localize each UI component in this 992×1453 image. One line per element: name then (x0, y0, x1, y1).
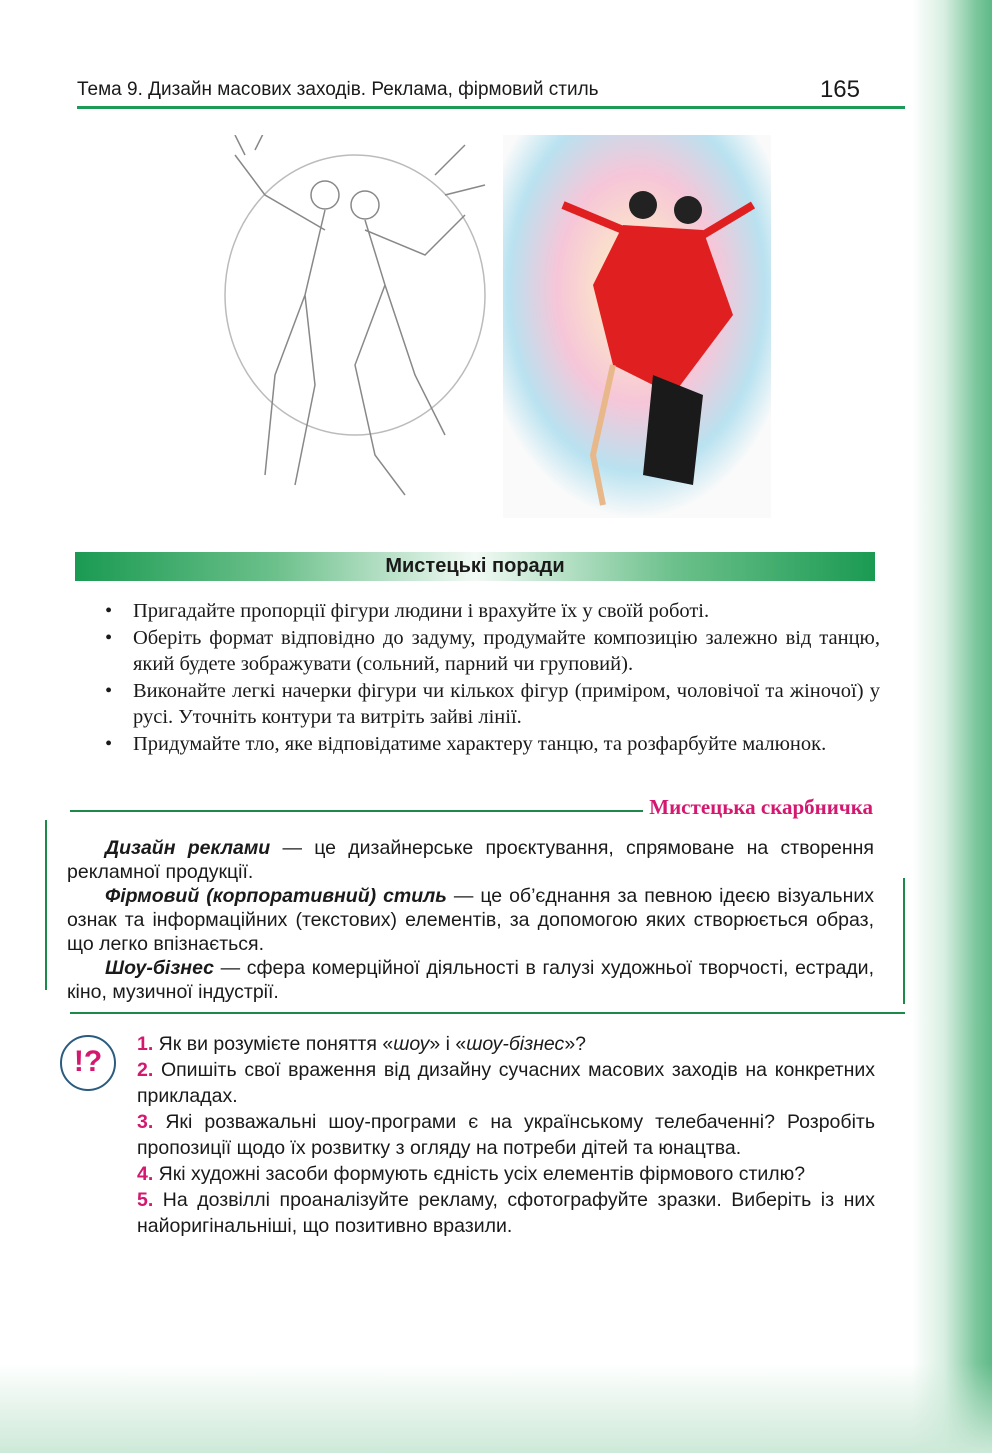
page-edge-decoration (912, 0, 992, 1453)
tips-list (105, 598, 880, 757)
colored-dancers-image (503, 135, 771, 518)
sketch-dancers-image (205, 135, 495, 520)
question-item: 2. Опишіть свої враження від дизайну сучасних масових заходів на конкретних прикладах. (137, 1059, 875, 1107)
question-item: 1. Як ви розумієте поняття «шоу» і «шоу-бізнес»? (137, 1033, 587, 1055)
chapter-title: Тема 9. Дизайн масових заходів. Реклама, фірмовий стиль (77, 79, 599, 100)
box-border (45, 820, 47, 990)
question-item: 5. На дозвіллі проаналізуйте рекламу, сфотографуйте зразки. Виберіть із них найоригінальніші, що позитивно вразили. (137, 1189, 875, 1237)
glossary-entry: Дизайн реклами — це дизайнерське проєктування, спрямоване на створення рекламної продукції. (67, 837, 874, 883)
question-item: 3. Які розважальні шоу-програми є на українському телебаченні? Розробіть пропозиції щодо їх розвитку з огляду на потреби дітей та юнацтва. (137, 1111, 875, 1159)
page-number: 165 (819, 76, 860, 103)
tips-banner (75, 552, 875, 581)
glossary-entry: Шоу-бізнес — сфера комерційної діяльності в галузі художньої творчості, естради, кіно, музичної індустрії. (67, 957, 874, 1003)
box-border (903, 878, 905, 1004)
question-icon: !? (60, 1035, 116, 1091)
tips-title: Мистецькі поради (385, 555, 565, 577)
tip-item: • Придумайте тло, яке відповідатиме характеру танцю, та розфарбуйте малюнок. (105, 731, 880, 758)
question-item: 4. Які художні засоби формують єдність усіх елементів фірмового стилю? (137, 1163, 806, 1185)
glossary-box (45, 795, 910, 1015)
tip-item: • Оберіть формат відповідно до задуму, продумайте композицію залежно від танцю, який будете зображувати (сольний, парний чи груповий). (105, 625, 880, 678)
page-bottom-decoration (0, 1363, 992, 1453)
questions-list (137, 1031, 875, 1239)
box-border (70, 1012, 905, 1014)
tip-item: • Виконайте легкі начерки фігури чи кількох фігур (приміром, чоловічої та жіночої) у русі. Уточніть контури та витріть зайві лінії. (105, 678, 880, 731)
glossary-entry: Фірмовий (корпоративний) стиль — це об’єднання за певною ідеєю візуальних ознак та інформаційних (текстових) елементів, за допомогою яких створюється образ, що легко впізнається. (67, 885, 875, 955)
page-header (77, 76, 905, 109)
tip-item: • Пригадайте пропорції фігури людини і врахуйте їх у своїй роботі. (105, 598, 880, 625)
box-border (70, 810, 643, 812)
glossary-title: Мистецька скарбничка (649, 795, 873, 819)
